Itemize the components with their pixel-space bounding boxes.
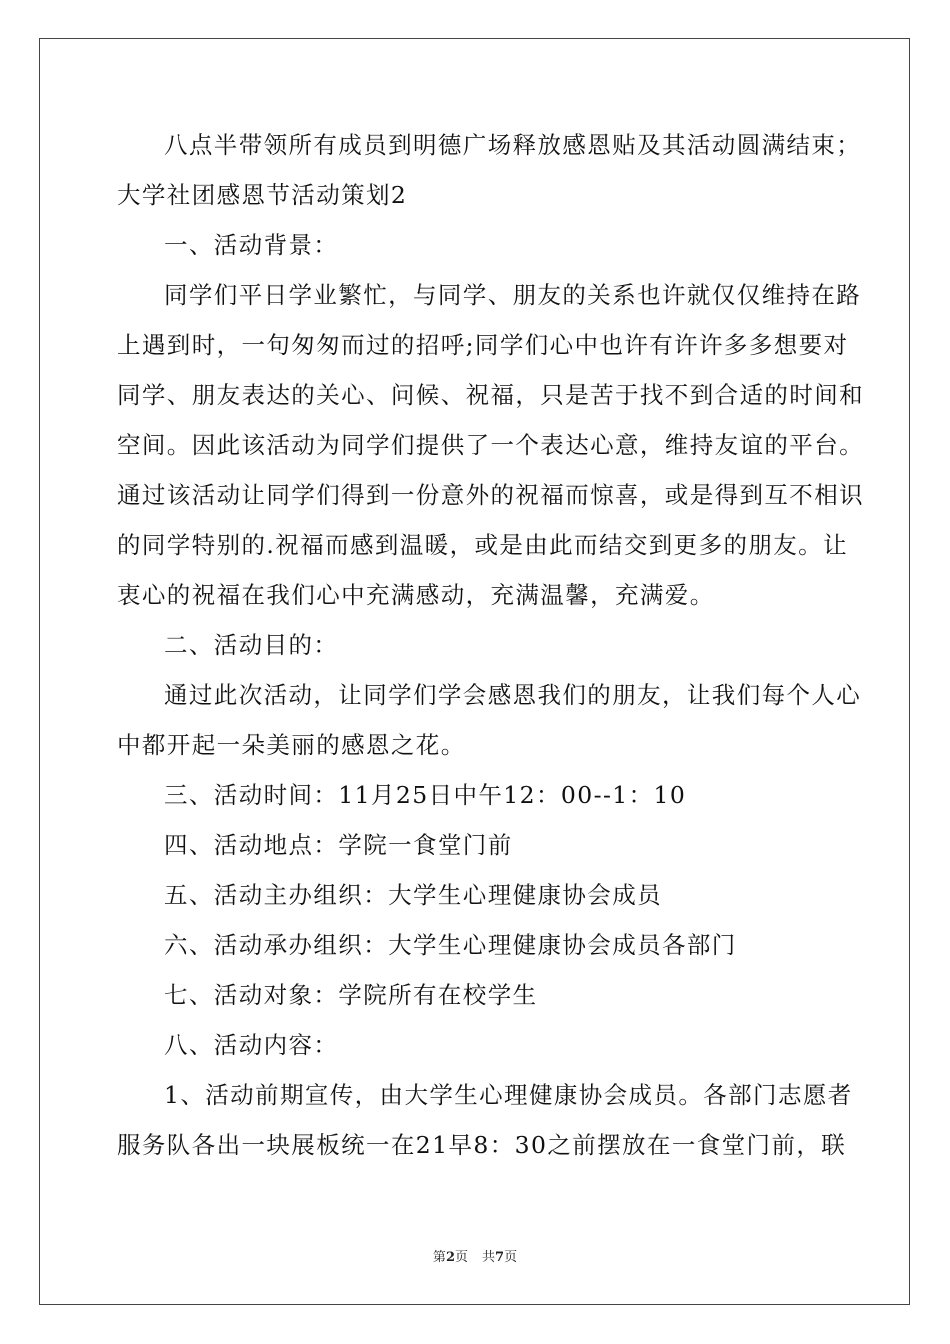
heading-purpose: 二、活动目的： xyxy=(164,631,339,659)
section-title: 大学社团感恩节活动策划2 xyxy=(117,181,408,209)
page-current: 2 xyxy=(445,1250,455,1265)
text-line: 服务队各出一块展板统一在21早8：30之前摆放在一食堂门前，联 xyxy=(117,1131,847,1159)
text-line: 同学、朋友表达的关心、问候、祝福，只是苦于找不到合适的时间和 xyxy=(117,381,864,409)
total-suffix: 页 xyxy=(504,1250,518,1265)
text-line: 通过该活动让同学们得到一份意外的祝福而惊喜，或是得到互不相识 xyxy=(117,481,864,509)
activity-audience: 七、活动对象：学院所有在校学生 xyxy=(164,981,538,1009)
page-prefix: 第 xyxy=(432,1250,446,1265)
page-total: 7 xyxy=(495,1250,505,1265)
text-line: 通过此次活动，让同学们学会感恩我们的朋友，让我们每个人心 xyxy=(164,681,862,709)
text-line: 空间。因此该活动为同学们提供了一个表达心意，维持友谊的平台。 xyxy=(117,431,864,459)
heading-content: 八、活动内容： xyxy=(164,1031,339,1059)
activity-time: 三、活动时间：11月25日中午12：00--1：10 xyxy=(164,781,687,809)
page-suffix: 页 xyxy=(454,1250,468,1265)
text-line: 上遇到时，一句匆匆而过的招呼;同学们心中也许有许许多多想要对 xyxy=(117,331,849,359)
text-line: 中都开起一朵美丽的感恩之花。 xyxy=(117,731,466,759)
total-prefix: 共 xyxy=(482,1250,496,1265)
activity-co-organizer: 六、活动承办组织：大学生心理健康协会成员各部门 xyxy=(164,931,737,959)
text-line: 同学们平日学业繁忙，与同学、朋友的关系也许就仅仅维持在路 xyxy=(164,281,862,309)
activity-location: 四、活动地点：学院一食堂门前 xyxy=(164,831,513,859)
text-line: 八点半带领所有成员到明德广场释放感恩贴及其活动圆满结束； xyxy=(164,131,862,159)
heading-background: 一、活动背景： xyxy=(164,231,339,259)
text-line: 衷心的祝福在我们心中充满感动，充满温馨，充满爱。 xyxy=(117,581,715,609)
document-body xyxy=(117,120,864,1170)
text-line: 的同学特别的.祝福而感到温暖，或是由此而结交到更多的朋友。让 xyxy=(117,531,848,559)
activity-organizer: 五、活动主办组织：大学生心理健康协会成员 xyxy=(164,881,662,909)
page-footer xyxy=(0,1246,950,1265)
text-line: 1、活动前期宣传，由大学生心理健康协会成员。各部门志愿者 xyxy=(164,1081,853,1109)
